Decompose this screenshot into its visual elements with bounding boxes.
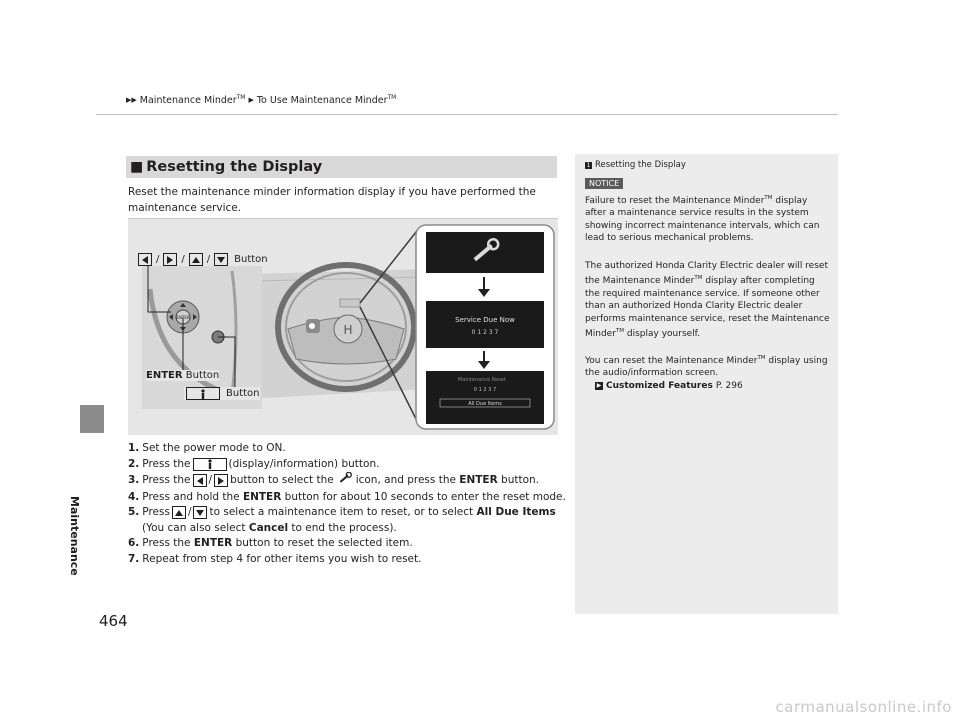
breadcrumb-arrow-icon: ▶	[248, 96, 254, 105]
info-key-icon	[193, 458, 227, 471]
section-title: Resetting the Display	[146, 159, 323, 175]
header-divider	[96, 114, 838, 115]
info-button-label: Button	[226, 388, 260, 399]
intro-paragraph: Reset the maintenance minder information display if you have performed the maintenance service.	[128, 186, 536, 214]
left-arrow-key-icon	[193, 474, 207, 487]
enter-label-bold: ENTER	[146, 370, 183, 381]
down-arrow-key-icon	[214, 253, 228, 266]
notice-badge: NOTICE	[585, 178, 623, 189]
svg-text:Service Due Now: Service Due Now	[455, 316, 515, 324]
step-7: 7. Repeat from step 4 for other items you wish to reset.	[128, 552, 422, 565]
page-number: 464	[99, 612, 128, 630]
info-key-icon	[186, 387, 220, 400]
down-arrow-key-icon	[193, 506, 207, 519]
enter-label: Button	[185, 370, 220, 381]
svg-text:ENTER: ENTER	[176, 315, 190, 320]
svg-text:H: H	[343, 323, 353, 337]
sidebar-paragraph-1: Failure to reset the Maintenance Minder™ display after a maintenance service results in the system showing incorrect maintenance intervals, which can lead to serious mechanical problems.	[585, 195, 820, 244]
step-5-continued: (You can also select Cancel to end the process).	[142, 521, 397, 534]
step-2: 2. Press the (display/information) button.	[128, 457, 380, 470]
section-header	[126, 156, 557, 178]
breadcrumb-item[interactable]: Maintenance Minder™	[139, 94, 246, 107]
customized-features-link[interactable]: ▶ Customized Features P. 296	[596, 380, 743, 391]
sidebar-heading: 1 Resetting the Display	[586, 160, 686, 170]
arrow-buttons-callout: / / / Button	[136, 253, 268, 266]
up-arrow-key-icon	[189, 253, 203, 266]
chapter-label: Maintenance	[68, 496, 81, 576]
step-3: 3. Press the / button to select the icon, and press the ENTER button.	[128, 472, 558, 490]
enter-button-callout	[146, 370, 219, 381]
steps-list	[128, 441, 566, 567]
breadcrumb-arrow-icon: ▶▶	[126, 96, 137, 105]
step-1: 1. Set the power mode to ON.	[128, 442, 286, 454]
wrench-icon	[338, 472, 352, 490]
section-square-icon: ■	[130, 159, 144, 175]
step-6: 6. Press the ENTER button to reset the selected item.	[128, 537, 413, 549]
sidebar-paragraph-2: The authorized Honda Clarity Electric dealer will reset the Maintenance Minder™ display after completing the required maintenance service. If someone other than an authorized Honda Clarity Electric dealer performs maintenance service, reset the Maintenance Minder™ display yourself.	[585, 261, 830, 340]
dashboard-illustration	[128, 218, 558, 434]
right-arrow-key-icon	[214, 474, 228, 487]
svg-text:All Due Items: All Due Items	[468, 401, 502, 407]
note-marker-icon: 1	[586, 161, 591, 169]
right-arrow-key-icon	[163, 253, 177, 266]
sidebar-paragraph-3: You can reset the Maintenance Minder™ display using the audio/information screen. ▶ Customized Features P. 296	[585, 352, 830, 392]
step-4: 4. Press and hold the ENTER button for about 10 seconds to enter the reset mode.	[128, 490, 566, 503]
breadcrumb-item[interactable]: To Use Maintenance Minder™	[256, 94, 397, 107]
step-5: 5. Press / to select a maintenance item to reset, or to select All Due Items	[128, 506, 556, 518]
up-arrow-key-icon	[172, 506, 186, 519]
watermark: carmanualsonline.info	[775, 698, 952, 716]
chapter-tab	[80, 405, 104, 433]
left-arrow-key-icon	[138, 253, 152, 266]
info-button-callout	[184, 387, 260, 400]
svg-text:0 1 2 3 7: 0 1 2 3 7	[471, 329, 499, 336]
arrow-button-label: Button	[234, 254, 268, 265]
link-arrow-icon: ▶	[596, 381, 602, 389]
svg-text:0 1 2 3 7: 0 1 2 3 7	[473, 387, 497, 393]
svg-text:Maintenance Reset: Maintenance Reset	[458, 377, 506, 383]
dashboard-svg	[128, 219, 558, 435]
breadcrumb	[126, 94, 396, 106]
sidebar-note	[575, 154, 838, 614]
